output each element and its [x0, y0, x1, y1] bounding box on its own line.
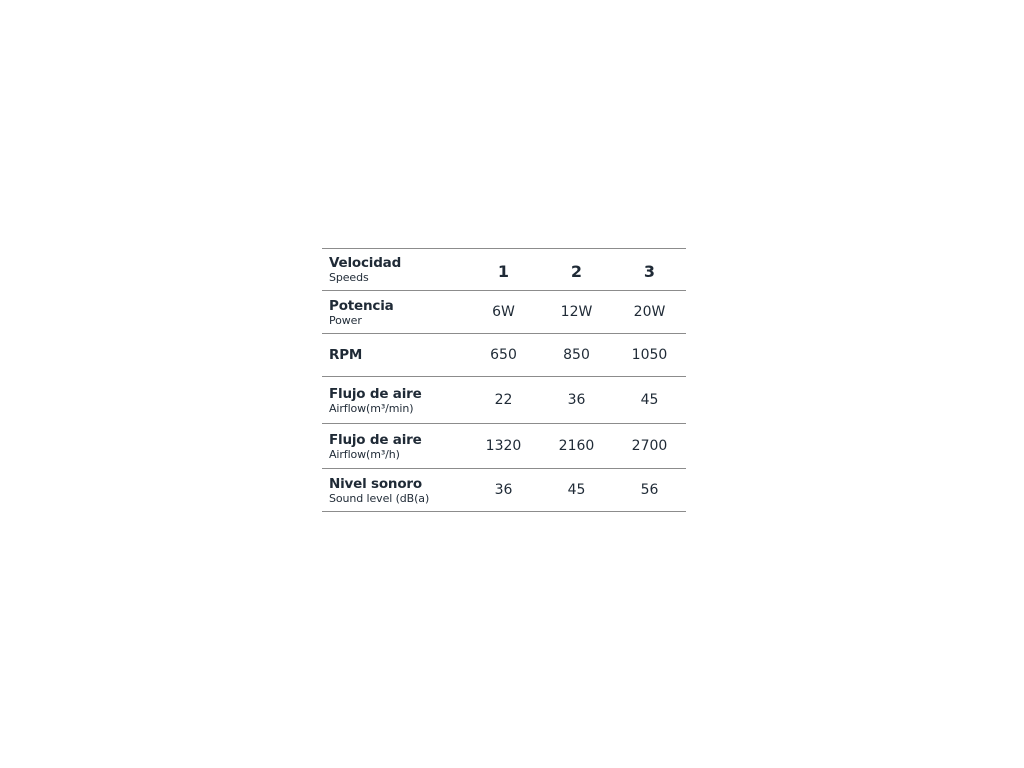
- header-col-3: 3: [643, 262, 656, 281]
- table-row: [322, 424, 686, 469]
- row-value: 20W: [633, 304, 666, 320]
- row-label-cell: [322, 432, 467, 461]
- table-header-row: [322, 249, 686, 291]
- row-value: 36: [494, 482, 513, 498]
- row-label-cell: [322, 476, 467, 505]
- row-label: RPM: [329, 347, 363, 363]
- row-sublabel: Sound level (dB(a): [329, 491, 430, 505]
- header-col-2: 2: [570, 262, 583, 281]
- header-label: Velocidad: [329, 255, 402, 271]
- row-label: Flujo de aire: [329, 431, 422, 448]
- speed-spec-table: [322, 248, 686, 512]
- row-value: 650: [490, 347, 517, 363]
- row-value: 2160: [558, 438, 595, 454]
- row-value: 1050: [631, 347, 668, 363]
- table-row: [322, 291, 686, 334]
- table-row: [322, 377, 686, 424]
- row-value: 12W: [560, 304, 593, 320]
- table-row: [322, 334, 686, 377]
- row-label-cell: [322, 347, 467, 363]
- row-value: 45: [640, 392, 659, 408]
- row-sublabel: Power: [329, 313, 362, 327]
- row-label: Potencia: [329, 297, 394, 314]
- header-sublabel: Speeds: [329, 271, 369, 284]
- row-value: 2700: [631, 438, 668, 454]
- row-value: 45: [567, 482, 586, 498]
- row-value: 1320: [485, 438, 522, 454]
- header-label-cell: [322, 255, 467, 284]
- row-label-cell: [322, 386, 467, 415]
- row-value: 850: [563, 347, 590, 363]
- row-value: 6W: [492, 304, 515, 320]
- row-value: 56: [640, 482, 659, 498]
- row-label: Nivel sonoro: [329, 475, 422, 492]
- row-label-cell: [322, 298, 467, 327]
- row-label: Flujo de aire: [329, 385, 422, 402]
- row-sublabel: Airflow(m³/h): [329, 447, 400, 461]
- row-value: 36: [567, 392, 586, 408]
- header-col-1: 1: [497, 262, 510, 281]
- row-value: 22: [494, 392, 513, 408]
- table-row: [322, 469, 686, 512]
- row-sublabel: Airflow(m³/min): [329, 401, 414, 415]
